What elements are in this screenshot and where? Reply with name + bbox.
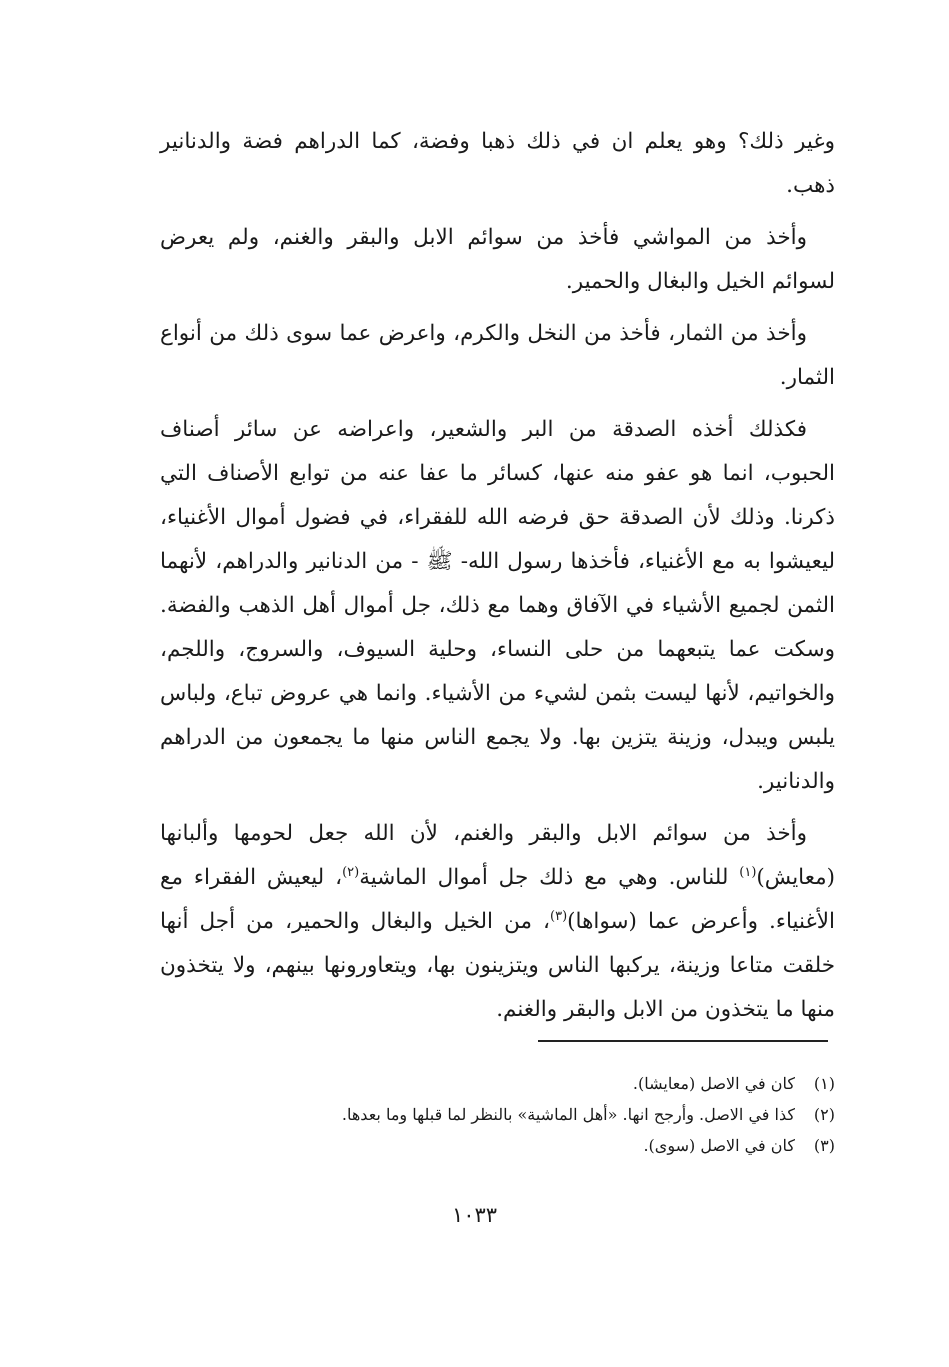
footnote-ref[interactable]: (١) <box>739 864 757 880</box>
footnote-item <box>160 1068 835 1099</box>
footnote-ref[interactable]: (٣) <box>550 908 568 924</box>
footnote-text: كان في الاصل (معايشا). <box>632 1074 795 1093</box>
paragraph: وأخذ من المواشي فأخذ من سوائم الابل والبقر والغنم، ولم يعرض لسوائم الخيل والبغال والحمير. <box>160 225 835 294</box>
footnote-number: (٣) <box>813 1136 835 1155</box>
paragraph: وغير ذلك؟ وهو يعلم ان في ذلك ذهبا وفضة، كما الدراهم فضة والدنانير ذهب. <box>160 129 835 198</box>
page-number: ١٠٣٣ <box>451 1203 498 1227</box>
footnote-ref[interactable]: (٢) <box>342 864 360 880</box>
footnotes <box>160 1068 835 1161</box>
paragraph-with-footnote-refs <box>160 812 835 1032</box>
footnote-item <box>160 1099 835 1130</box>
paragraph: فكذلك أخذه الصدقة من البر والشعير، واعراضه عن سائر أصناف الحبوب، انما هو عفو منه عنها، كسائر ما عفا عنه من توابع الأصناف التي ذكرنا. وذلك لأن الصدقة حق فرضه الله للفقراء، في فضول أموال الأغنياء، ليعيشوا به مع الأغنياء، فأخذها رسول الله- ﷺ - من الدنانير والدراهم، لأنهما الثمن لجميع الأشياء في الآفاق وهما مع ذلك، جل أموال أهل الذهب والفضة. وسكت عما يتبعهما من حلى النساء، وحلية السيوف، والسروج، واللجم، والخواتيم، لأنها ليست بثمن لشيء من الأشياء. وانما هي عروض تباع، ولباس يلبس ويبدل، وزينة يتزين بها. ولا يجمع الناس منها ما يجمعون من الدراهم والدنانير. <box>160 417 835 794</box>
footnote-number: (٢) <box>813 1105 835 1124</box>
footnote-divider <box>538 1040 828 1042</box>
footnote-text: كان في الاصل (سوى). <box>643 1136 795 1155</box>
footnote-item <box>160 1130 835 1161</box>
footnote-number: (١) <box>813 1074 835 1093</box>
paragraph: وأخذ من الثمار، فأخذ من النخل والكرم، واعرض عما سوى ذلك من أنواع الثمار. <box>160 321 835 390</box>
text-run: ، ليعيش الفقراء مع الأغنياء. وأعرض عما (سواها) <box>160 865 836 934</box>
text-run: للناس. وهي مع ذلك جل أموال الماشية <box>359 865 740 890</box>
main-text <box>160 120 835 1040</box>
footnote-text: كذا في الاصل. وأرجح انها. «أهل الماشية» بالنظر لما قبلها وما بعدها. <box>341 1105 795 1124</box>
text-run: ، من الخيل والبغال والحمير، من أجل أنها خلقت متاعا وزينة، يركبها الناس ويتزينون بها، ويتعاورونها بينهم، ولا يتخذون منها ما يتخذون من الابل والبقر والغنم. <box>160 909 835 1022</box>
text-run: وأخذ من سوائم الابل والبقر والغنم، لأن الله جعل لحومها وألبانها (معايش) <box>160 821 835 890</box>
